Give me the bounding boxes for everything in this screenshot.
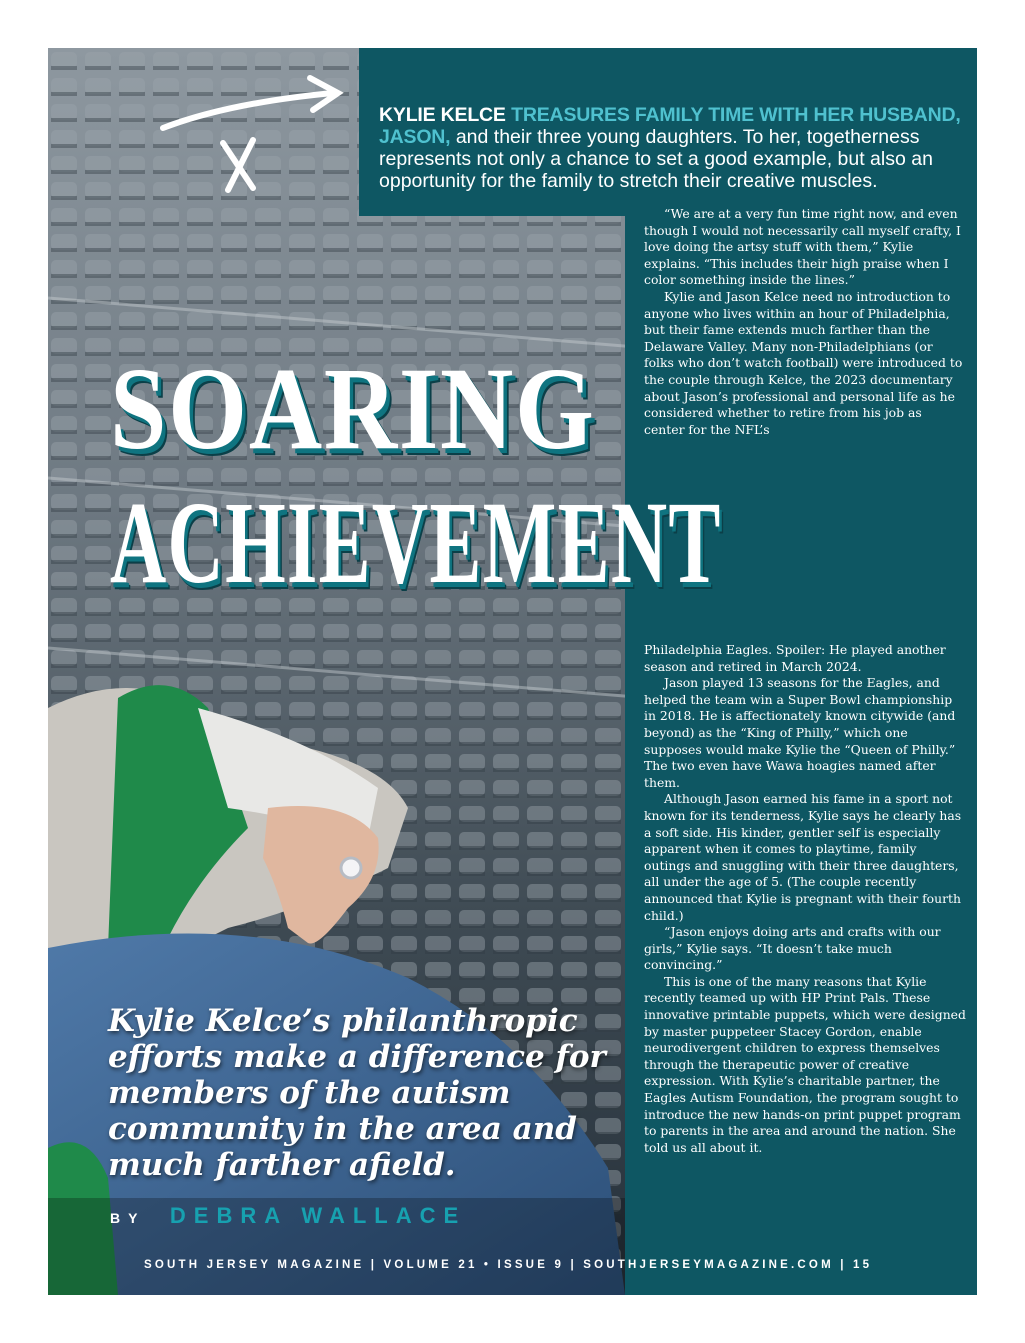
intro-lead-name: KYLIE KELCE [379,104,506,126]
body-column-bottom [644,642,966,1156]
headline-line-1: SOARING [110,343,596,474]
paragraph: “Jason enjoys doing arts and crafts with our girls,” Kylie says. “It doesn’t take much convincing.” [644,924,941,973]
byline [110,1203,466,1229]
paragraph: “We are at a very fun time right now, and even though I would not necessarily call myself crafty, I love doing the artsy stuff with them,” Kylie explains. “This includes their high praise when I color something inside the lines.” [644,206,961,288]
headline-line-2: ACHIEVEMENT [110,477,722,608]
paragraph: This is one of the many reasons that Kylie recently teamed up with HP Print Pals. These innovative printable puppets, which were designed by master puppeteer Stacey Gordon, enable neurodivergent children to express themselves through the therapeutic power of creative expression. With Kylie’s charitable partner, the Eagles Autism Foundation, the program sought to introduce the new hands-on print puppet program to parents in the area and around the nation. She told us all about it. [644,973,966,1155]
paragraph: Kylie and Jason Kelce need no introduction to anyone who lives within an hour of Philadelphia, but their fame extends much farther than the Delaware Valley. Many non-Philadelphians (or folks who don’t watch football) were introduced to the couple through Kelce, the 2023 documentary about Jason’s professional and personal life as he considered whether to retire from his job as center for the NFL’s [644,288,963,437]
intro-lead-rest: TREASURES FAMILY TIME WITH HER HUSBAND, JASON, [379,104,961,148]
byline-by: BY [110,1210,146,1226]
byline-author: DEBRA WALLACE [169,1203,467,1228]
paragraph: Philadelphia Eagles. Spoiler: He played another season and retired in March 2024. [644,642,946,674]
subheadline: Kylie Kelce’s philanthropic efforts make a difference for members of the autism community in the area and much farther afield. [108,1003,606,1183]
paragraph: Jason played 13 seasons for the Eagles, and helped the team win a Super Bowl championship in 2018. He is affectionately known citywide (and beyond) as the “King of Philly,” which one supposes would make Kylie the “Queen of Philly.” The two even have Wawa hoagies named after them. [644,675,956,790]
magazine-page [48,48,977,1295]
headline [110,343,977,608]
paragraph: Although Jason earned his fame in a sport not known for its tenderness, Kylie says he clearly has a soft side. His kinder, gentler self is especially apparent when it comes to playtime, family outings and snuggling with their three daughters, all under the age of 5. (The couple recently announced that Kylie is pregnant with their fourth child.) [644,791,962,923]
intro-deck [379,104,964,192]
page-footer: SOUTH JERSEY MAGAZINE | VOLUME 21 • ISSUE 9 | SOUTHJERSEYMAGAZINE.COM | 15 [144,1259,873,1271]
intro-text: and their three young daughters. To her, togetherness represents not only a chance to set a good example, but also an opportunity for the family to stretch their creative muscles. [379,126,933,192]
